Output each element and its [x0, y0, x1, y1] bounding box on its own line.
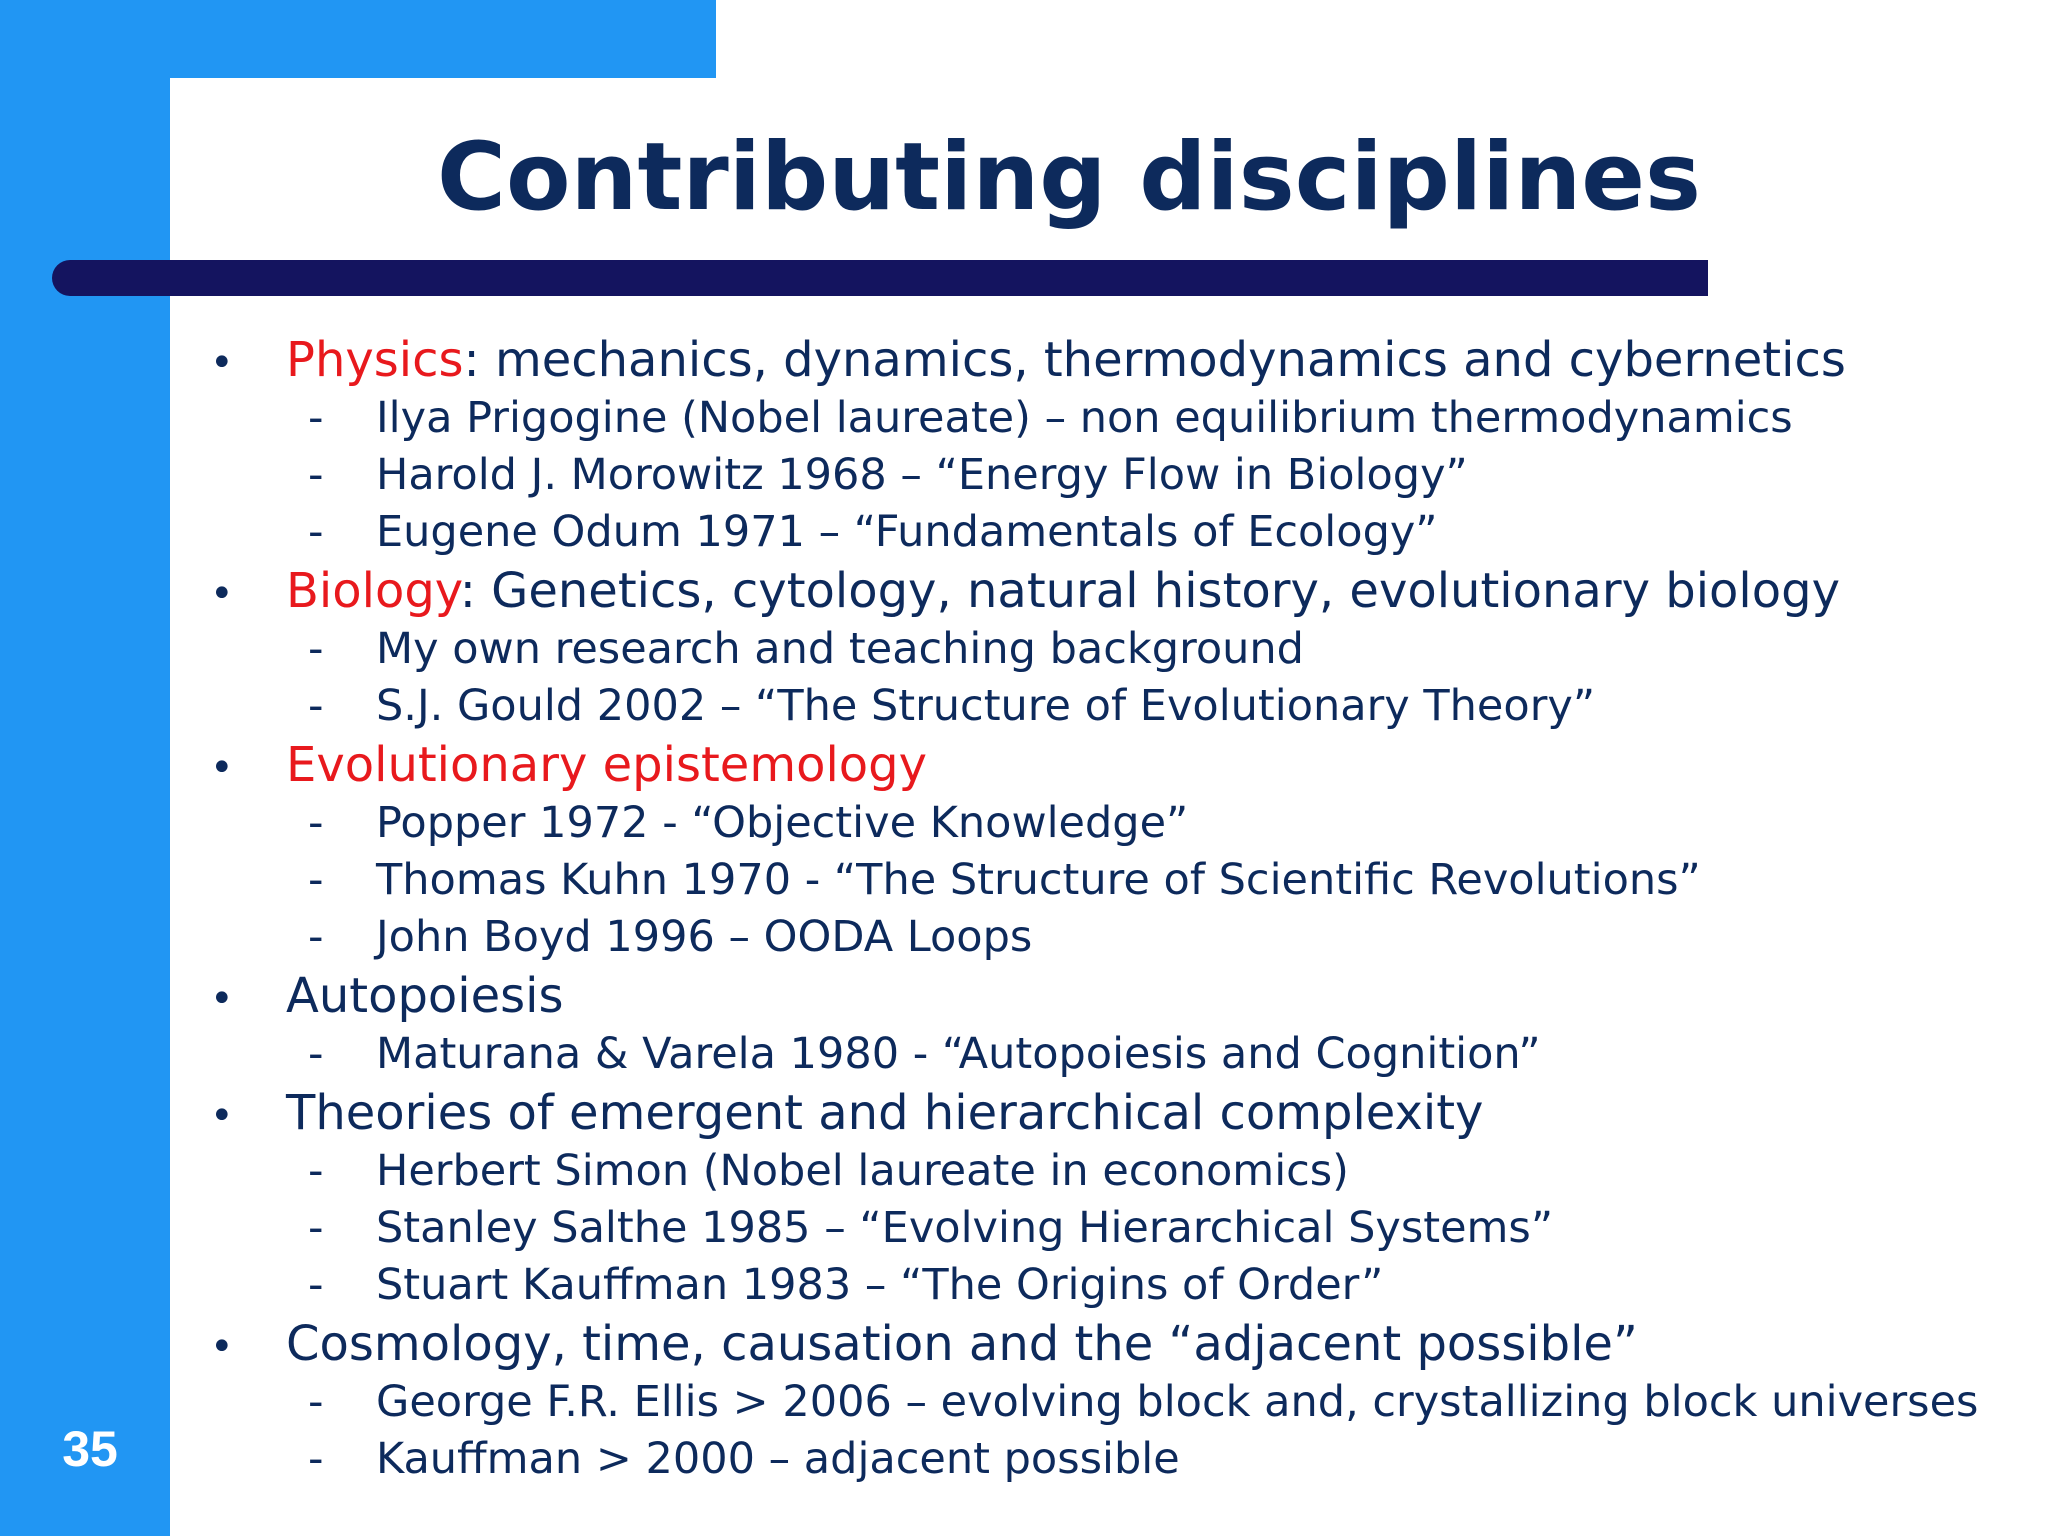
bullet-text: : Genetics, cytology, natural history, evolutionary biology	[459, 563, 1840, 619]
sub-item-text: Ilya Prigogine (Nobel laureate) – non equilibrium thermodynamics	[376, 393, 1793, 443]
sub-item	[200, 504, 2020, 561]
sub-item	[200, 1431, 2020, 1488]
dash-marker: -	[308, 624, 324, 674]
dash-marker: -	[308, 1029, 324, 1079]
bullet-text: Theories of emergent and hierarchical complexity	[286, 1085, 1484, 1141]
sub-item-text: Maturana & Varela 1980 - “Autopoiesis and Cognition”	[376, 1029, 1541, 1079]
bullet-heading: Biology	[286, 563, 460, 619]
dash-marker: -	[308, 1203, 324, 1253]
dash-marker: -	[308, 507, 324, 557]
sub-item	[200, 1143, 2020, 1200]
sub-item-text: Harold J. Morowitz 1968 – “Energy Flow in Biology”	[376, 450, 1468, 500]
bullet-dot-icon: •	[210, 1093, 234, 1139]
bullet-text: : mechanics, dynamics, thermodynamics and cybernetics	[463, 332, 1846, 388]
sub-item-text: Stuart Kauffman 1983 – “The Origins of Order”	[376, 1260, 1384, 1310]
dash-marker: -	[308, 912, 324, 962]
bullet-item	[200, 561, 2020, 621]
bullet-item	[200, 966, 2020, 1026]
sub-item-text: Kauffman > 2000 – adjacent possible	[376, 1434, 1180, 1484]
dash-marker: -	[308, 798, 324, 848]
sub-item	[200, 621, 2020, 678]
sub-item	[200, 678, 2020, 735]
sub-item	[200, 852, 2020, 909]
title-underline-rule	[52, 260, 1708, 296]
bullet-list	[200, 330, 2020, 1530]
bullet-dot-icon: •	[210, 571, 234, 617]
dash-marker: -	[308, 855, 324, 905]
slide-title: Contributing disciplines	[436, 123, 1702, 232]
dash-marker: -	[308, 450, 324, 500]
dash-marker: -	[308, 1377, 324, 1427]
bullet-item	[200, 1314, 2020, 1374]
sub-item	[200, 1374, 2020, 1431]
sub-item-text: Stanley Salthe 1985 – “Evolving Hierarchical Systems”	[376, 1203, 1554, 1253]
dash-marker: -	[308, 1146, 324, 1196]
bullet-dot-icon: •	[210, 745, 234, 791]
slide-number: 35	[62, 1421, 118, 1477]
bullet-text: Cosmology, time, causation and the “adjacent possible”	[286, 1316, 1638, 1372]
sub-item-text: Thomas Kuhn 1970 - “The Structure of Scientific Revolutions”	[376, 855, 1701, 905]
bullet-item	[200, 1083, 2020, 1143]
bullet-item	[200, 330, 2020, 390]
dash-marker: -	[308, 681, 324, 731]
bullet-item	[200, 735, 2020, 795]
sub-item-text: George F.R. Ellis > 2006 – evolving block and, crystallizing block universes	[376, 1377, 1979, 1427]
bullet-text: Autopoiesis	[286, 968, 564, 1024]
dash-marker: -	[308, 393, 324, 443]
sub-item	[200, 1257, 2020, 1314]
sub-item-text: Eugene Odum 1971 – “Fundamentals of Ecology”	[376, 507, 1438, 557]
sub-item-text: S.J. Gould 2002 – “The Structure of Evolutionary Theory”	[376, 681, 1596, 731]
bullet-heading: Evolutionary epistemology	[286, 737, 928, 793]
sub-item	[200, 909, 2020, 966]
sub-item	[200, 795, 2020, 852]
dash-marker: -	[308, 1434, 324, 1484]
sub-item	[200, 1200, 2020, 1257]
sub-item	[200, 390, 2020, 447]
top-accent-bar	[0, 0, 716, 78]
bullet-dot-icon: •	[210, 340, 234, 386]
sub-item	[200, 1026, 2020, 1083]
sub-item-text: John Boyd 1996 – OODA Loops	[376, 912, 1033, 962]
bullet-dot-icon: •	[210, 976, 234, 1022]
sub-item-text: My own research and teaching background	[376, 624, 1304, 674]
bullet-heading: Physics	[286, 332, 464, 388]
sub-item-text: Herbert Simon (Nobel laureate in economics)	[376, 1146, 1349, 1196]
bullet-dot-icon: •	[210, 1324, 234, 1370]
sub-item-text: Popper 1972 - “Objective Knowledge”	[376, 798, 1189, 848]
sub-item	[200, 447, 2020, 504]
dash-marker: -	[308, 1260, 324, 1310]
